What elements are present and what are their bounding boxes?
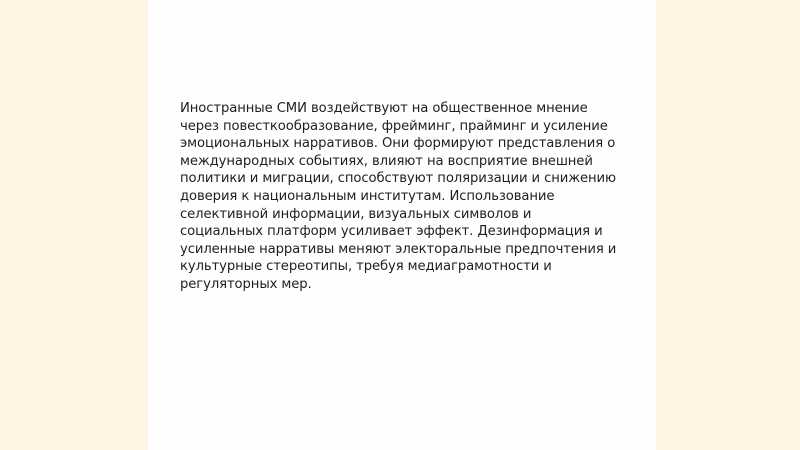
right-margin-panel: [656, 0, 800, 450]
paragraph-line: политики и миграции, способствуют поляризации и снижению: [180, 171, 617, 187]
paragraph-line: международных событиях, влияют на восприятие внешней: [180, 153, 593, 169]
document-page: [148, 0, 656, 450]
paragraph-line: культурные стереотипы, требуя медиаграмотности и: [180, 259, 552, 275]
paragraph-line: усиленные нарративы меняют электоральные предпочтения и: [180, 241, 617, 257]
paragraph-line: через повесткообразование, фрейминг, прайминг и усиление: [180, 118, 608, 134]
paragraph-line: селективной информации, визуальных символов и: [180, 206, 532, 222]
paragraph-line: социальных платформ усиливает эффект. Дезинформация и: [180, 224, 603, 240]
document-paragraph: [180, 100, 630, 294]
paragraph-line: доверия к национальным институтам. Использование: [180, 188, 555, 204]
paragraph-line: Иностранные СМИ воздействуют на общественное мнение: [180, 101, 588, 116]
paragraph-line: эмоциональных нарративов. Они формируют представления о: [180, 136, 616, 152]
paragraph-line: регуляторных мер.: [180, 276, 312, 292]
left-margin-panel: [0, 0, 148, 450]
